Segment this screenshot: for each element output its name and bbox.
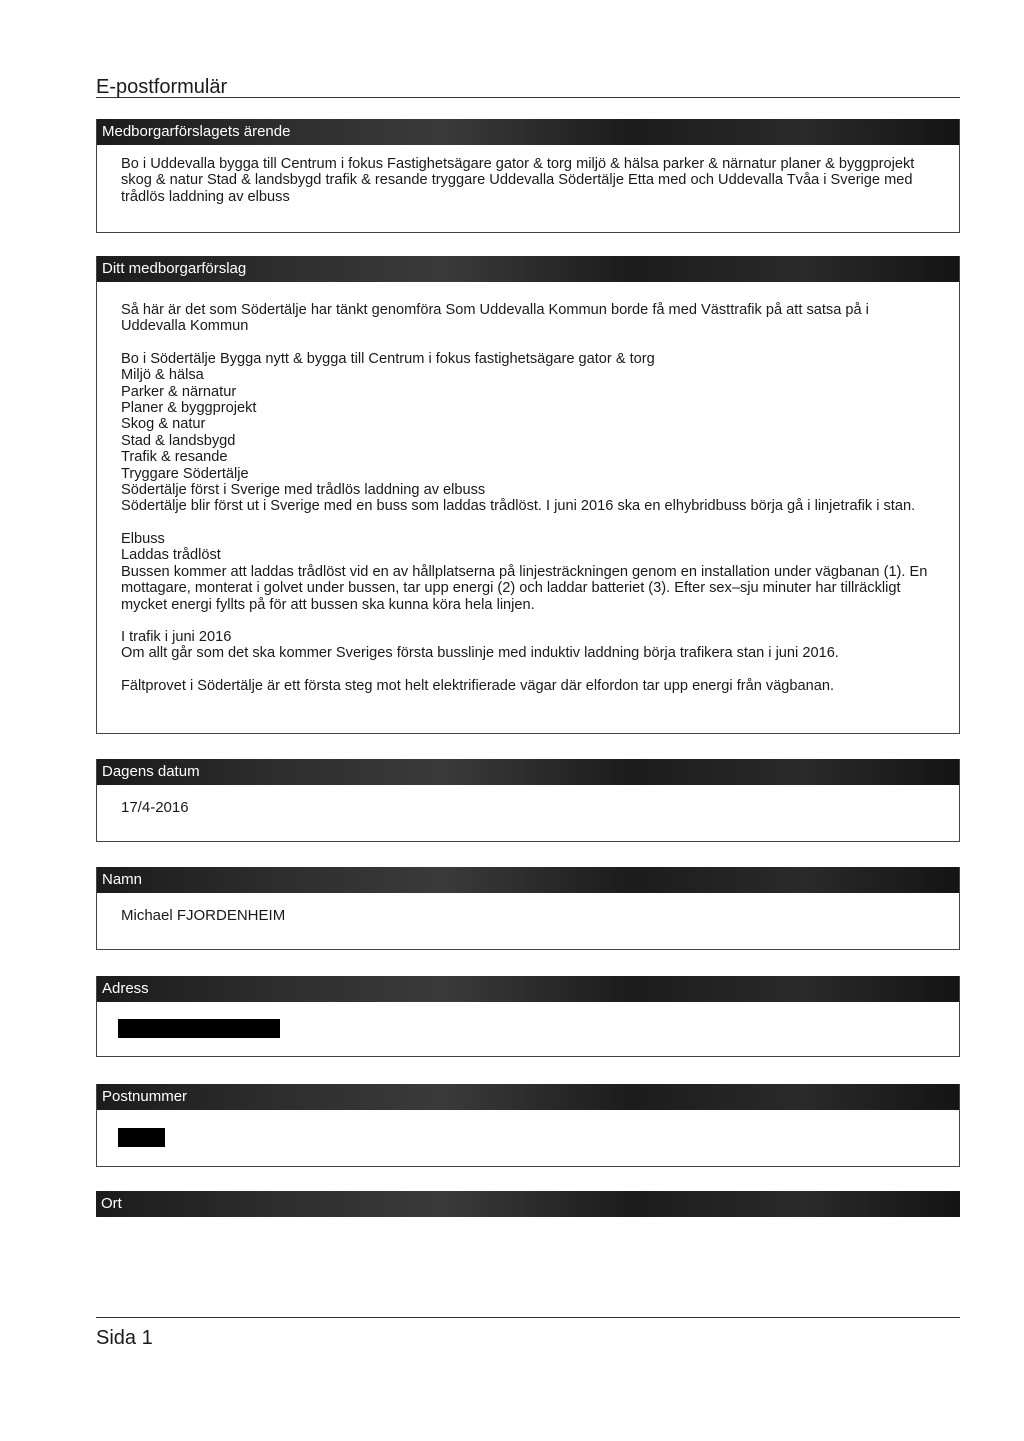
name-value: Michael FJORDENHEIM xyxy=(121,907,286,924)
section-adress xyxy=(96,976,960,1057)
page-number: Sida 1 xyxy=(96,1327,153,1349)
proposal-line: Skog & natur xyxy=(121,416,206,433)
proposal-line: Planer & byggprojekt xyxy=(121,400,257,417)
section-header-namn: Namn xyxy=(97,867,959,893)
proposal-line: Stad & landsbygd xyxy=(121,432,236,449)
proposal-line: Södertälje blir först ut i Sverige med en buss som laddas trådlöst. I juni 2016 ska en elhybridbuss börja gå i linjetrafik i stan. xyxy=(121,498,916,515)
proposal-paragraph xyxy=(121,351,935,515)
section-header-datum: Dagens datum xyxy=(97,759,959,785)
section-header-adress: Adress xyxy=(97,976,959,1002)
section-namn xyxy=(96,867,960,950)
proposal-paragraph xyxy=(121,531,935,613)
section-header-forslag: Ditt medborgarförslag xyxy=(97,256,959,282)
proposal-line: Parker & närnatur xyxy=(121,383,237,400)
proposal-line: Tryggare Södertälje xyxy=(121,465,249,482)
proposal-line: Bussen kommer att laddas trådlöst vid en av hållplatserna på linjesträckningen genom en installation under vägbanan (1). En mottagare, monterat i golvet under bussen, tar upp energi (2) och laddar batteriet (3). Efter sex–sju minuter har tillräckligt mycket energi fyllts på för att bussen ska kunna köra hela linjen. xyxy=(121,563,928,613)
proposal-line: I trafik i juni 2016 xyxy=(121,628,232,645)
address-redaction xyxy=(118,1019,280,1038)
proposal-line: Miljö & hälsa xyxy=(121,367,204,384)
section-forslag xyxy=(96,256,960,734)
date-value: 17/4-2016 xyxy=(121,799,189,816)
proposal-paragraph xyxy=(121,678,935,694)
proposal-line: Södertälje först i Sverige med trådlös laddning av elbuss xyxy=(121,482,486,499)
section-datum xyxy=(96,759,960,842)
section-header-postnummer: Postnummer xyxy=(97,1084,959,1110)
section-header-ort: Ort xyxy=(96,1191,960,1217)
section-ort xyxy=(96,1191,960,1217)
footer-rule xyxy=(96,1317,960,1318)
proposal-line: Bo i Södertälje Bygga nytt & bygga till Centrum i fokus fastighetsägare gator & torg xyxy=(121,350,655,367)
proposal-line: Laddas trådlöst xyxy=(121,547,221,564)
proposal-paragraph xyxy=(121,302,935,335)
section-postnummer xyxy=(96,1084,960,1167)
section-arende xyxy=(96,119,960,233)
form-title: E-postformulär xyxy=(96,76,228,98)
arende-text: Bo i Uddevalla bygga till Centrum i fokus Fastighetsägare gator & torg miljö & hälsa parker & närnatur planer & byggprojekt skog & natur Stad & landsbygd trafik & resande tryggare Uddevalla Södertälje Etta med och Uddevalla Tvåa i Sverige med trådlös laddning av elbuss xyxy=(121,156,915,205)
proposal-line: Fältprovet i Södertälje är ett första steg mot helt elektrifierade vägar där elfordon tar upp energi från vägbanan. xyxy=(121,677,835,694)
proposal-line: Trafik & resande xyxy=(121,449,228,466)
section-header-arende: Medborgarförslagets ärende xyxy=(97,119,959,145)
header-rule xyxy=(96,97,960,98)
proposal-line: Om allt går som det ska kommer Sveriges första busslinje med induktiv laddning börja trafikera stan i juni 2016. xyxy=(121,645,839,662)
postnummer-redaction xyxy=(118,1128,165,1147)
proposal-line: Så här är det som Södertälje har tänkt genomföra Som Uddevalla Kommun borde få med Västtrafik på att satsa på i Uddevalla Kommun xyxy=(121,302,869,335)
proposal-paragraph xyxy=(121,629,935,662)
forslag-body xyxy=(97,282,959,694)
proposal-line: Elbuss xyxy=(121,530,165,547)
